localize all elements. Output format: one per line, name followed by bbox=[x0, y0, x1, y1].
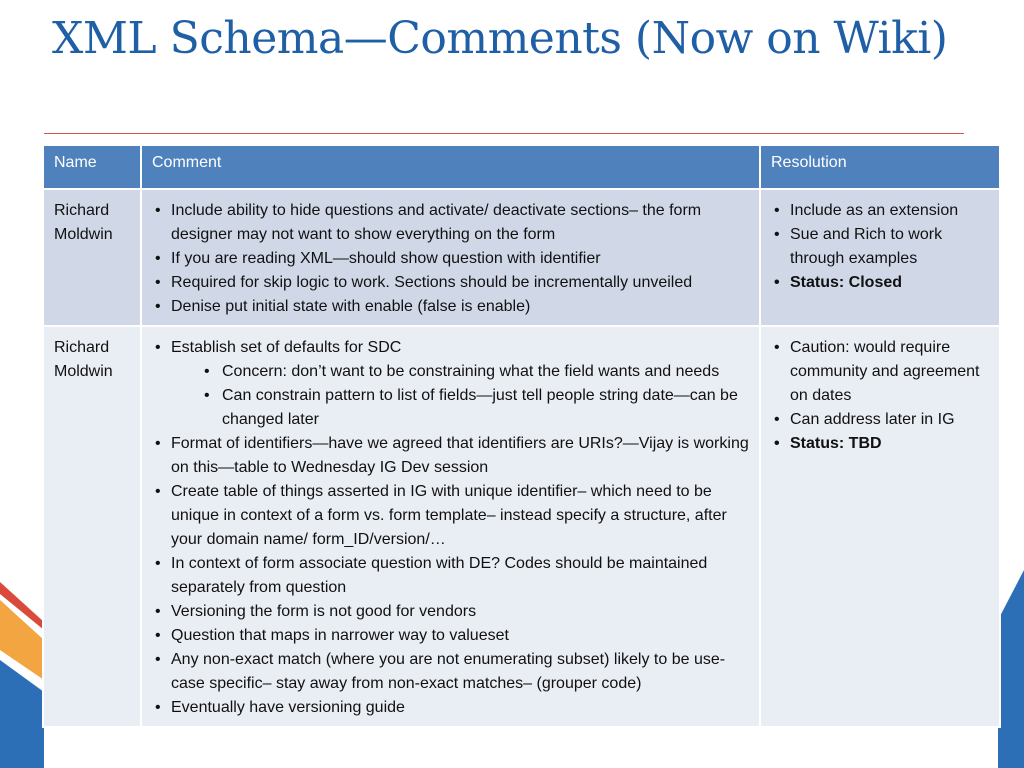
resolution-item: • Sue and Rich to work through examples bbox=[790, 223, 989, 271]
comment-item: • Required for skip logic to work. Sections should be incrementally unveiled bbox=[171, 271, 749, 295]
status-item: • Status: Closed bbox=[790, 271, 989, 295]
comment-item: • Include ability to hide questions and activate/ deactivate sections– the form designer may not want to show everything on the form bbox=[171, 199, 749, 247]
comment-item: • Versioning the form is not good for vendors bbox=[171, 600, 749, 624]
column-header-resolution: Resolution bbox=[760, 145, 1000, 189]
resolution-item: • Can address later in IG bbox=[790, 408, 989, 432]
name-cell: Richard Moldwin bbox=[43, 326, 141, 727]
resolution-item: • Include as an extension bbox=[790, 199, 989, 223]
comment-item: • Format of identifiers—have we agreed that identifiers are URIs?—Vijay is working on this—table to Wednesday IG Dev session bbox=[171, 432, 749, 480]
status-item: • Status: TBD bbox=[790, 432, 989, 456]
table-header-row bbox=[43, 145, 1000, 189]
resolution-list bbox=[771, 336, 989, 456]
comment-item: • Eventually have versioning guide bbox=[171, 696, 749, 720]
name-cell: Richard Moldwin bbox=[43, 189, 141, 326]
comment-list bbox=[152, 336, 749, 720]
resolution-item: • Caution: would require community and agreement on dates bbox=[790, 336, 989, 408]
comment-item: • Create table of things asserted in IG with unique identifier– which need to be unique in context of a form vs. form template– instead specify a structure, after your domain name/ form_ID/version/… bbox=[171, 480, 749, 552]
comment-item: • Denise put initial state with enable (false is enable) bbox=[171, 295, 749, 319]
comment-item: • In context of form associate question with DE? Codes should be maintained separately from question bbox=[171, 552, 749, 600]
comment-item: • Any non-exact match (where you are not enumerating subset) likely to be use-case specific– stay away from non-exact matches– (grouper code) bbox=[171, 648, 749, 696]
comment-item: • Question that maps in narrower way to valueset bbox=[171, 624, 749, 648]
comment-item bbox=[171, 336, 749, 432]
resolution-cell bbox=[760, 326, 1000, 727]
title-underline bbox=[44, 133, 964, 134]
comments-table bbox=[42, 144, 1001, 728]
comment-subitem: • Concern: don’t want to be constraining what the field wants and needs bbox=[222, 360, 749, 384]
table-row bbox=[43, 189, 1000, 326]
column-header-comment: Comment bbox=[141, 145, 760, 189]
decorative-swoosh-left bbox=[0, 560, 44, 768]
comment-sublist bbox=[171, 360, 749, 432]
comment-item: • If you are reading XML—should show question with identifier bbox=[171, 247, 749, 271]
comment-subitem: • Can constrain pattern to list of fields—just tell people string date—can be changed later bbox=[222, 384, 749, 432]
table-row bbox=[43, 326, 1000, 727]
comment-cell bbox=[141, 189, 760, 326]
decorative-swoosh-right bbox=[998, 560, 1024, 768]
resolution-cell bbox=[760, 189, 1000, 326]
slide-title: XML Schema—Comments (Now on Wiki) bbox=[52, 13, 948, 64]
comment-cell bbox=[141, 326, 760, 727]
comment-item-text: Establish set of defaults for SDC bbox=[171, 339, 402, 356]
column-header-name: Name bbox=[43, 145, 141, 189]
resolution-list bbox=[771, 199, 989, 295]
comment-list bbox=[152, 199, 749, 319]
